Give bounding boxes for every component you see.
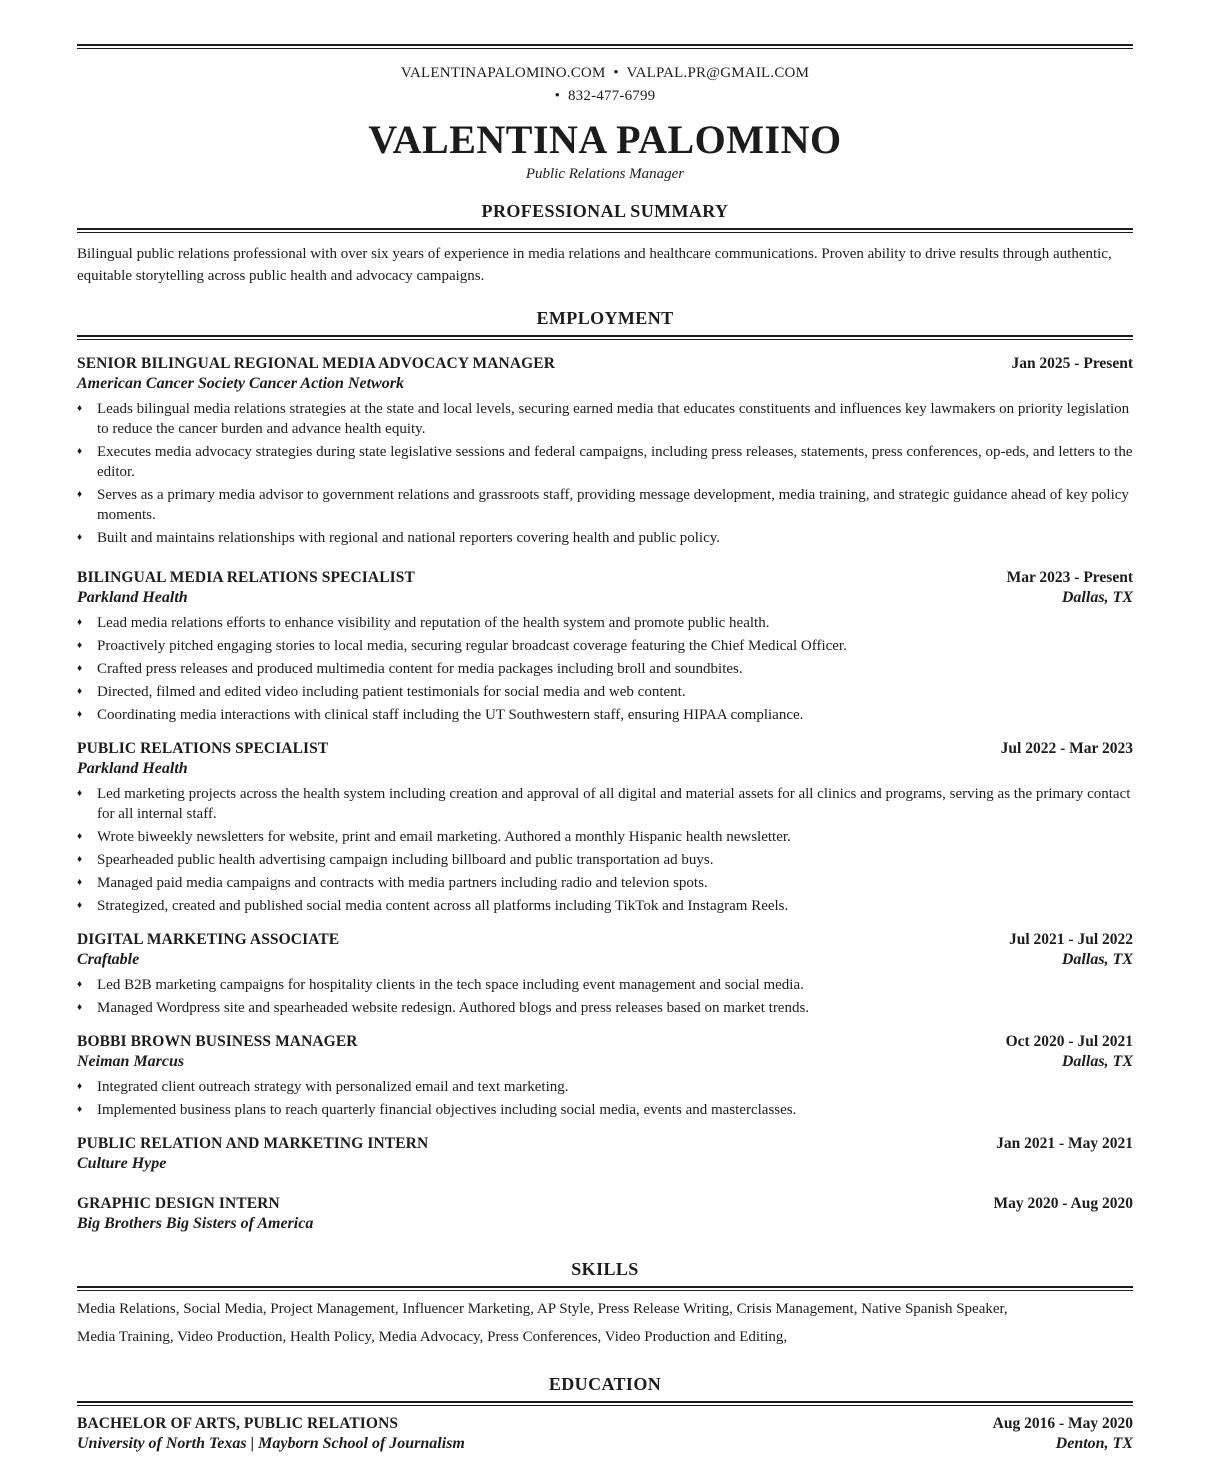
job-date: Jan 2025 - Present — [1011, 355, 1133, 372]
job-bullet-list — [77, 975, 1133, 1018]
job-org-row — [77, 950, 1133, 970]
job-bullet — [77, 682, 1133, 702]
job-bullet-text: Serves as a primary media advisor to government relations and grassroots staff, providing message development, media training, and strategic guidance ahead of key policy moments. — [97, 487, 1129, 523]
job-organization: Big Brothers Big Sisters of America — [77, 1215, 314, 1232]
job-bullet-text: Leads bilingual media relations strategies at the state and local levels, securing earned media that educates constituents and influences key lawmakers on priority legislation to reduce the cancer burden and advance health equity. — [97, 401, 1130, 437]
diamond-bullet-icon: ♦ — [77, 788, 83, 799]
job-header-row — [77, 930, 1133, 950]
job-header-row — [77, 739, 1133, 759]
job-entry — [77, 930, 1133, 1018]
job-title: BILINGUAL MEDIA RELATIONS SPECIALIST — [77, 569, 415, 586]
job-header-row — [77, 1134, 1133, 1154]
education-heading: EDUCATION — [548, 1374, 662, 1394]
job-bullet — [77, 705, 1133, 725]
summary-rule — [77, 228, 1133, 233]
diamond-bullet-icon: ♦ — [77, 709, 83, 720]
school-name: University of North Texas | Mayborn School of Journalism — [77, 1435, 465, 1452]
job-bullet-text: Managed paid media campaigns and contracts with media partners including radio and televion spots. — [97, 875, 708, 891]
diamond-bullet-icon: ♦ — [77, 403, 83, 414]
job-organization: Craftable — [77, 951, 140, 968]
job-entry — [77, 1134, 1133, 1174]
job-organization: Neiman Marcus — [77, 1053, 185, 1070]
job-bullet-text: Coordinating media interactions with clinical staff including the UT Southwestern staff, ensuring HIPAA compliance. — [97, 707, 804, 723]
job-header-row — [77, 1032, 1133, 1052]
job-bullet — [77, 1100, 1133, 1120]
diamond-bullet-icon: ♦ — [77, 663, 83, 674]
job-organization: Culture Hype — [77, 1155, 167, 1172]
job-bullet-text: Led marketing projects across the health system including creation and approval of all digital and material assets for all clinics and programs, serving as the primary contact for all internal staff. — [97, 786, 1131, 822]
job-date: Jul 2021 - Jul 2022 — [1008, 931, 1133, 948]
job-bullet — [77, 442, 1133, 482]
job-title: PUBLIC RELATIONS SPECIALIST — [77, 740, 329, 757]
job-entry — [77, 568, 1133, 725]
job-bullet — [77, 399, 1133, 439]
job-bullet-text: Lead media relations efforts to enhance visibility and reputation of the health system and promote public health. — [97, 615, 770, 631]
job-date: Oct 2020 - Jul 2021 — [1005, 1033, 1133, 1050]
job-bullet — [77, 659, 1133, 679]
job-header-row — [77, 354, 1133, 374]
job-header-row — [77, 1194, 1133, 1214]
job-bullet — [77, 636, 1133, 656]
job-bullet-text: Strategized, created and published social media content across all platforms including TikTok and Instagram Reels. — [97, 898, 789, 914]
job-date: Jul 2022 - Mar 2023 — [1000, 740, 1133, 757]
job-org-row — [77, 1154, 1133, 1174]
diamond-bullet-icon: ♦ — [77, 1002, 83, 1013]
employment-rule — [77, 335, 1133, 340]
employment-list — [77, 354, 1133, 1234]
job-bullet — [77, 485, 1133, 525]
diamond-bullet-icon: ♦ — [77, 979, 83, 990]
job-bullet — [77, 528, 1133, 548]
job-bullet-text: Spearheaded public health advertising campaign including billboard and public transportation ad buys. — [97, 852, 714, 868]
degree-title: BACHELOR OF ARTS, PUBLIC RELATIONS — [77, 1415, 399, 1432]
job-bullet — [77, 896, 1133, 916]
skills-line-1: Media Relations, Social Media, Project Management, Influencer Marketing, AP Style, Press Release Writing, Crisis Management, Native Spanish Speaker, — [77, 1301, 1008, 1317]
education-date: Aug 2016 - May 2020 — [992, 1415, 1133, 1432]
education-rule — [77, 1401, 1133, 1406]
diamond-bullet-icon: ♦ — [77, 640, 83, 651]
job-entry — [77, 354, 1133, 548]
job-org-row — [77, 374, 1133, 394]
job-bullet — [77, 784, 1133, 824]
diamond-bullet-icon: ♦ — [77, 686, 83, 697]
diamond-bullet-icon: ♦ — [77, 446, 83, 457]
job-location: Dallas, TX — [1061, 1053, 1133, 1070]
job-bullet — [77, 613, 1133, 633]
diamond-bullet-icon: ♦ — [77, 489, 83, 500]
job-location: Dallas, TX — [1061, 951, 1133, 968]
job-bullet-list — [77, 399, 1133, 548]
job-location: Dallas, TX — [1061, 589, 1133, 606]
job-entry — [77, 1194, 1133, 1234]
job-title: GRAPHIC DESIGN INTERN — [77, 1195, 280, 1212]
job-bullet — [77, 850, 1133, 870]
job-header-row — [77, 568, 1133, 588]
job-bullet-list — [77, 784, 1133, 916]
job-bullet-text: Directed, filmed and edited video including patient testimonials for social media and web content. — [97, 684, 686, 700]
contact-line-2: • 832-477-6799 — [554, 88, 656, 104]
job-date: Mar 2023 - Present — [1006, 569, 1133, 586]
job-organization: American Cancer Society Cancer Action Network — [77, 375, 404, 392]
job-bullet-text: Executes media advocacy strategies during state legislative sessions and federal campaigns, including press releases, statements, press conferences, op-eds, and letters to the editor. — [97, 444, 1133, 480]
diamond-bullet-icon: ♦ — [77, 900, 83, 911]
summary-heading: PROFESSIONAL SUMMARY — [481, 201, 729, 221]
job-bullet — [77, 998, 1133, 1018]
job-title: PUBLIC RELATION AND MARKETING INTERN — [77, 1135, 429, 1152]
job-bullet-text: Managed Wordpress site and spearheaded website redesign. Authored blogs and press releases based on market trends. — [97, 1000, 810, 1016]
job-title: BOBBI BROWN BUSINESS MANAGER — [77, 1033, 358, 1050]
job-organization: Parkland Health — [77, 760, 188, 777]
job-bullet — [77, 827, 1133, 847]
job-org-row — [77, 1052, 1133, 1072]
candidate-role: Public Relations Manager — [525, 166, 685, 182]
skills-line-2: Media Training, Video Production, Health Policy, Media Advocacy, Press Conferences, Video Production and Editing, — [77, 1329, 788, 1345]
job-org-row — [77, 588, 1133, 608]
skills-rule — [77, 1286, 1133, 1291]
job-title: SENIOR BILINGUAL REGIONAL MEDIA ADVOCACY MANAGER — [77, 355, 556, 372]
education-location: Denton, TX — [1055, 1435, 1133, 1452]
job-entry — [77, 739, 1133, 916]
job-org-row — [77, 759, 1133, 779]
diamond-bullet-icon: ♦ — [77, 854, 83, 865]
diamond-bullet-icon: ♦ — [77, 1081, 83, 1092]
job-bullet-text: Implemented business plans to reach quarterly financial objectives including social media, events and masterclasses. — [97, 1102, 797, 1118]
job-bullet-list — [77, 1077, 1133, 1120]
employment-heading: EMPLOYMENT — [536, 308, 674, 328]
top-rule — [77, 44, 1133, 49]
summary-text: Bilingual public relations professional with over six years of experience in media relations and healthcare communications. Proven ability to drive results through authentic, equitable storytelling across public health and advocacy campaigns. — [77, 246, 1112, 284]
diamond-bullet-icon: ♦ — [77, 1104, 83, 1115]
contact-line-1: VALENTINAPALOMINO.COM • VALPAL.PR@GMAIL.COM — [400, 65, 810, 81]
diamond-bullet-icon: ♦ — [77, 532, 83, 543]
job-date: Jan 2021 - May 2021 — [996, 1135, 1133, 1152]
job-bullet — [77, 975, 1133, 995]
education-row — [77, 1414, 1133, 1434]
job-title: DIGITAL MARKETING ASSOCIATE — [77, 931, 340, 948]
diamond-bullet-icon: ♦ — [77, 831, 83, 842]
job-bullet — [77, 1077, 1133, 1097]
diamond-bullet-icon: ♦ — [77, 617, 83, 628]
job-bullet-text: Wrote biweekly newsletters for website, print and email marketing. Authored a monthly Hispanic health newsletter. — [97, 829, 791, 845]
job-bullet-text: Built and maintains relationships with regional and national reporters covering health and public policy. — [97, 530, 721, 546]
education-org-row — [77, 1434, 1133, 1454]
candidate-name: VALENTINA PALOMINO — [368, 117, 842, 162]
job-date: May 2020 - Aug 2020 — [993, 1195, 1133, 1212]
job-org-row — [77, 1214, 1133, 1234]
skills-heading: SKILLS — [571, 1259, 639, 1279]
job-bullet-list — [77, 613, 1133, 725]
job-organization: Parkland Health — [77, 589, 188, 606]
resume-content — [77, 0, 1133, 1454]
job-bullet-text: Proactively pitched engaging stories to local media, securing regular broadcast coverage featuring the Chief Medical Officer. — [97, 638, 847, 654]
job-bullet — [77, 873, 1133, 893]
job-bullet-text: Crafted press releases and produced multimedia content for media packages including broll and soundbites. — [97, 661, 743, 677]
diamond-bullet-icon: ♦ — [77, 877, 83, 888]
job-entry — [77, 1032, 1133, 1120]
job-bullet-text: Integrated client outreach strategy with personalized email and text marketing. — [97, 1079, 569, 1095]
job-bullet-text: Led B2B marketing campaigns for hospitality clients in the tech space including event management and social media. — [97, 977, 804, 993]
